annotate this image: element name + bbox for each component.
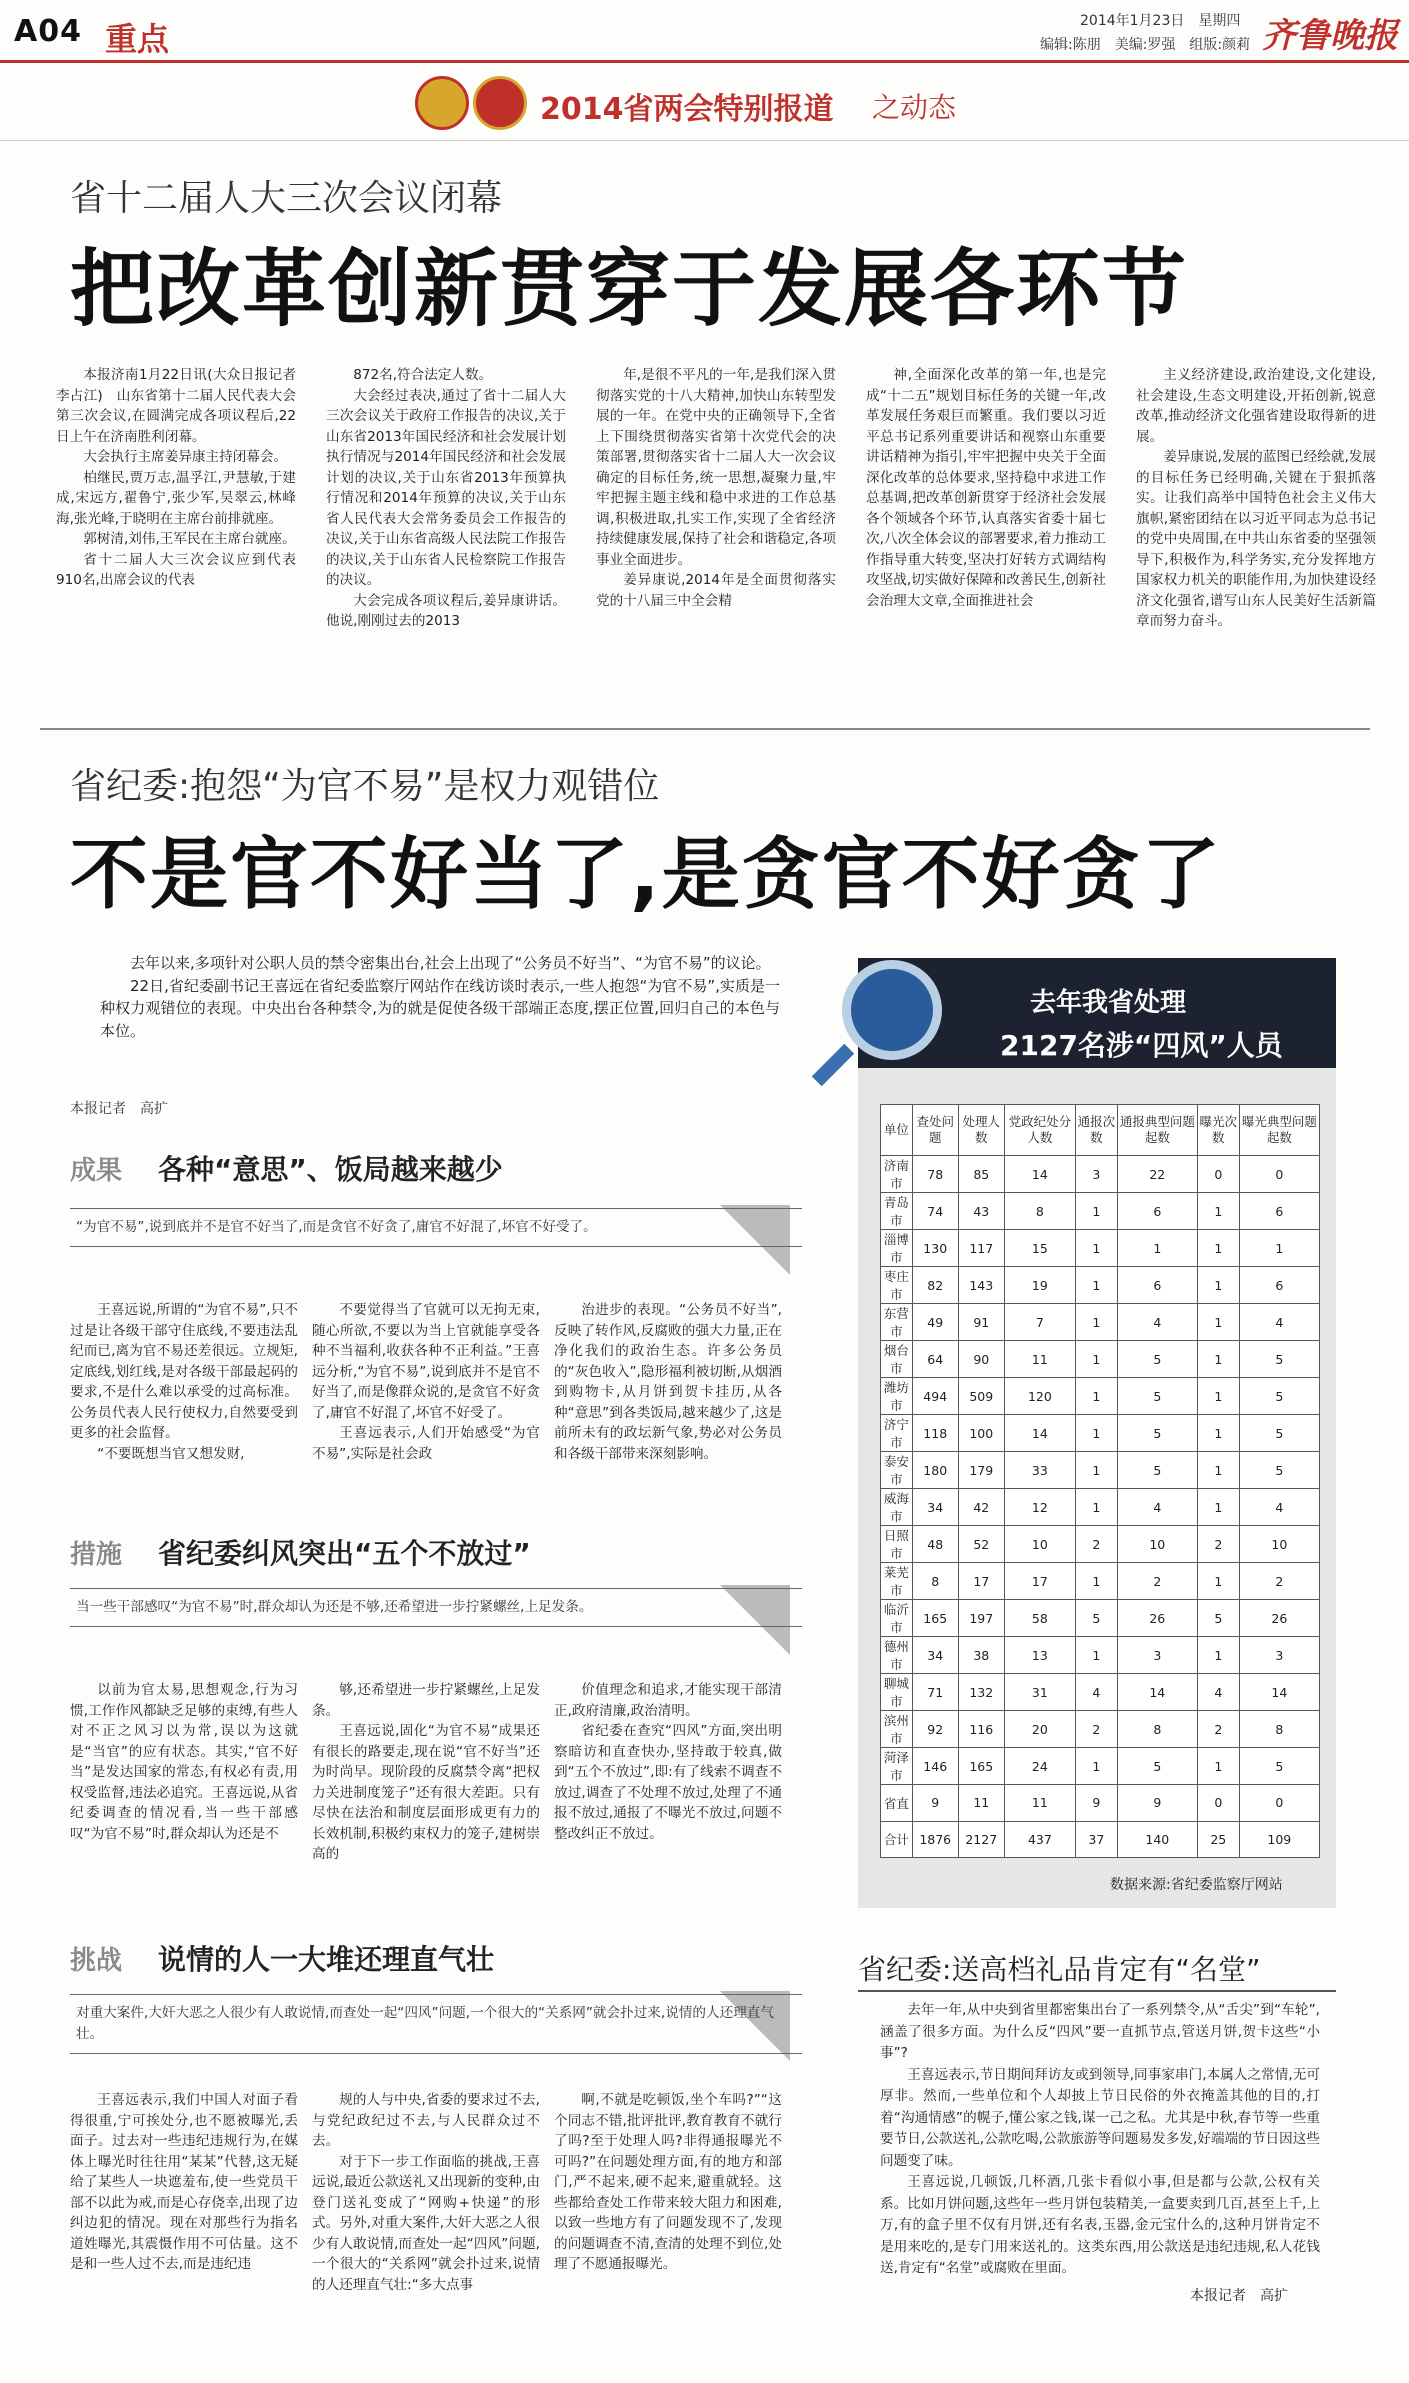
- paragraph: 省十二届人大三次会议应到代表910名,出席会议的代表: [56, 551, 296, 588]
- paragraph: 省纪委在查究“四风”方面,突出明察暗访和直查快办,坚持敢于较真,做到“五个不放过”,即:有了线索不调查不放过,调查了不处理不放过,处理了不通报不放过,通报了不曝光不放过,问题不整改纠正不放过。: [554, 1723, 782, 1842]
- table-cell: 90: [958, 1341, 1004, 1378]
- table-cell: 2127: [958, 1821, 1004, 1858]
- table-cell: 2: [1197, 1711, 1239, 1748]
- article1-kicker: 省十二届人大三次会议闭幕: [70, 178, 503, 219]
- table-cell: 49: [912, 1304, 958, 1341]
- table-cell: 2: [1239, 1563, 1319, 1600]
- paragraph: 本报济南1月22日讯(大众日报记者 李占江) 山东省第十二届人民代表大会第三次会议,在圆满完成各项议程后,22日上午在济南胜利闭幕。: [56, 367, 310, 445]
- table-cell: 潍坊市: [881, 1378, 913, 1415]
- table-cell: 日照市: [881, 1526, 913, 1563]
- table-cell: 5: [1117, 1748, 1197, 1785]
- table-cell: 0: [1197, 1785, 1239, 1822]
- table-cell: 20: [1004, 1711, 1075, 1748]
- table-cell: 14: [1004, 1415, 1075, 1452]
- table-cell: 2: [1117, 1563, 1197, 1600]
- table-cell: 6: [1117, 1193, 1197, 1230]
- paragraph: 啊,不就是吃顿饭,坐个车吗?”“这个同志不错,批评批评,教育教育不就行了吗?至于处理人吗?非得通报曝光不可吗?”在问题处理方面,有的地方和部门,严不起来,硬不起来,避重就轻。这些都给查处工作带来较大阻力和困难,以致一些地方有了问题发现不了,发现的问题调查不清,查清的处理不到位,处理了不愿通报曝光。: [554, 2092, 782, 2272]
- table-cell: 130: [912, 1230, 958, 1267]
- table-cell: 11: [958, 1785, 1004, 1822]
- subsection1-heading: 各种“意思”、饭局越来越少: [158, 1153, 503, 1186]
- table-row: [881, 1821, 1320, 1858]
- subsection2-column-1: [70, 1680, 298, 1844]
- table-row: [881, 1711, 1320, 1748]
- paragraph: 以前为官太易,思想观念,行为习惯,工作作风都缺乏足够的束缚,有些人对不正之风习以为常,误以为这就是“当官”的应有状态。其实,“官不好当”是发达国家的常态,有权必有责,用权受监督,违法必追究。王喜远说,从省纪委调查的情况看,当一些干部感叹“为官不易”时,群众却认为还是不: [70, 1682, 298, 1842]
- table-cell: 37: [1075, 1821, 1117, 1858]
- table-row: [881, 1674, 1320, 1711]
- table-cell: 6: [1239, 1267, 1319, 1304]
- paragraph: 王喜远说,所谓的“为官不易”,只不过是让各级干部守住底线,不要违法乱纪而已,离为官不易还差很远。立规矩,定底线,划红线,是对各级干部最起码的要求,不是什么难以承受的过高标准。公务员代表人民行使权力,自然要受到更多的社会监督。: [70, 1302, 298, 1441]
- subsection3-column-3: [554, 2090, 782, 2275]
- table-cell: 26: [1117, 1600, 1197, 1637]
- side-article-body: [880, 2000, 1320, 2280]
- table-cell: 4: [1075, 1674, 1117, 1711]
- table-cell: 31: [1004, 1674, 1075, 1711]
- table-cell: 1: [1197, 1378, 1239, 1415]
- table-cell: 11: [1004, 1341, 1075, 1378]
- subsection3-tag: 挑战: [70, 1946, 123, 1976]
- article2-lead: [100, 952, 780, 1042]
- discipline-stats-table: [880, 1104, 1320, 1858]
- cppcc-emblem-icon: [473, 76, 527, 130]
- section-divider: [40, 728, 1370, 730]
- table-cell: 莱芜市: [881, 1563, 913, 1600]
- table-row: [881, 1341, 1320, 1378]
- table-cell: 4: [1197, 1674, 1239, 1711]
- paragraph: 王喜远说,固化“为官不易”成果还有很长的路要走,现在说“官不好当”还为时尚早。现阶段的反腐禁令离“把权力关进制度笼子”还有很大差距。只有尽快在法治和制度层面形成更有力的长效机制,积极约束权力的笼子,建树崇高的: [312, 1723, 540, 1862]
- article2-headline: 不是官不好当了,是贪官不好贪了: [70, 830, 1222, 920]
- table-row: [881, 1489, 1320, 1526]
- banner-title: 2014省两会特别报道: [540, 92, 834, 127]
- table-cell: 菏泽市: [881, 1748, 913, 1785]
- column-header: 处理人数: [958, 1105, 1004, 1156]
- table-cell: 0: [1197, 1156, 1239, 1193]
- table-cell: 5: [1117, 1452, 1197, 1489]
- table-cell: 1: [1197, 1193, 1239, 1230]
- editor-credits: 编辑:陈朋 美编:罗强 组版:颜莉: [1040, 37, 1251, 53]
- table-cell: 1: [1239, 1230, 1319, 1267]
- paragraph: 治进步的表现。“公务员不好当”,反映了转作风,反腐败的强大力量,正在净化我们的政治生态。许多公务员的“灰色收入”,隐形福利被切断,从烟酒到购物卡,从月饼到贺卡挂历,从各种“意思”到各类饭局,越来越少了,这是前所未有的政坛新气象,势必对公务员和各级干部带来深刻影响。: [554, 1302, 782, 1462]
- paragraph: 去年一年,从中央到省里都密集出台了一系列禁令,从“舌尖”到“车轮”,涵盖了很多方面。为什么反“四风”要一直抓节点,管送月饼,贺卡这些“小事”?: [880, 2002, 1320, 2061]
- table-cell: 82: [912, 1267, 958, 1304]
- table-cell: 10: [1117, 1526, 1197, 1563]
- paragraph: 22日,省纪委副书记王喜远在省纪委监察厅网站作在线访谈时表示,一些人抱怨“为官不易”,实质是一种权力观错位的表现。中央出台各种禁令,为的就是促使各级干部端正态度,摆正位置,回归自己的本色与本位。: [100, 976, 780, 1040]
- table-cell: 3: [1117, 1637, 1197, 1674]
- table-cell: 13: [1004, 1637, 1075, 1674]
- paragraph: 够,还希望进一步拧紧螺丝,上足发条。: [312, 1682, 540, 1719]
- table-cell: 437: [1004, 1821, 1075, 1858]
- table-cell: 14: [1117, 1674, 1197, 1711]
- table-row: [881, 1230, 1320, 1267]
- table-cell: 5: [1239, 1452, 1319, 1489]
- table-cell: 9: [912, 1785, 958, 1822]
- table-cell: 179: [958, 1452, 1004, 1489]
- paragraph: 王喜远表示,我们中国人对面子看得很重,宁可挨处分,也不愿被曝光,丢面子。过去对一些违纪违规行为,在媒体上曝光时往往用“某某”代替,这无疑给了某些人一块遮羞布,使一些党员干部不以此为戒,而是心存侥幸,出现了边纠边犯的情况。现在对那些行为指名道姓曝光,其震慑作用不可估量。这不是和一些人过不去,而是违纪违: [70, 2092, 298, 2272]
- page-number: A04: [14, 14, 82, 49]
- table-cell: 10: [1004, 1526, 1075, 1563]
- table-cell: 济南市: [881, 1156, 913, 1193]
- paragraph: 王喜远说,几顿饭,几杯酒,几张卡看似小事,但是都与公款,公权有关系。比如月饼问题,这些年一些月饼包装精美,一盒要卖到几百,甚至上千,上万,有的盒子里不仅有月饼,还有名表,玉器,金元宝什么的,这种月饼肯定不是用来吃的,是专门用来送礼的。这类东西,用公款送是违纪违规,私人花钱送,肯定有“名堂”或腐败在里面。: [880, 2174, 1320, 2276]
- table-cell: 8: [1117, 1711, 1197, 1748]
- side-article-headline: 省纪委:送高档礼品肯定有“名堂”: [858, 1953, 1261, 1986]
- side-article-byline: 本报记者 高扩: [1190, 2288, 1288, 2304]
- table-row: [881, 1785, 1320, 1822]
- table-cell: 6: [1239, 1193, 1319, 1230]
- table-cell: 1: [1075, 1304, 1117, 1341]
- table-cell: 威海市: [881, 1489, 913, 1526]
- table-cell: 117: [958, 1230, 1004, 1267]
- table-cell: 5: [1117, 1378, 1197, 1415]
- column-header: 曝光典型问题起数: [1239, 1105, 1319, 1156]
- table-cell: 滨州市: [881, 1711, 913, 1748]
- table-row: [881, 1304, 1320, 1341]
- table-cell: 92: [912, 1711, 958, 1748]
- magnifier-handle: [812, 1044, 854, 1086]
- paragraph: 主义经济建设,政治建设,文化建设,社会建设,生态文明建设,开拓创新,锐意改革,推动经济文化强省建设取得新的进展。: [1136, 367, 1376, 445]
- table-cell: 118: [912, 1415, 958, 1452]
- article1-column-5: [1136, 365, 1376, 632]
- article1-headline: 把改革创新贯穿于发展各环节: [70, 240, 1189, 338]
- table-cell: 33: [1004, 1452, 1075, 1489]
- banner-subtitle: 之动态: [872, 91, 957, 124]
- paragraph: 大会经过表决,通过了省十二届人大三次会议关于政府工作报告的决议,关于山东省2013年国民经济和社会发展计划执行情况与2014年国民经济和社会发展计划的决议,关于山东省2013年预算执行情况和2014年预算的决议,关于山东省人民代表大会常务委员会工作报告的决议,关于山东省高级人民法院工作报告的决议,关于山东省人民检察院工作报告的决议。: [326, 387, 566, 588]
- table-cell: 165: [958, 1748, 1004, 1785]
- article1-column-4: [866, 365, 1106, 611]
- column-header: 单位: [881, 1105, 913, 1156]
- table-cell: 180: [912, 1452, 958, 1489]
- table-cell: 34: [912, 1637, 958, 1674]
- paragraph: 872名,符合法定人数。: [353, 367, 493, 383]
- table-row: [881, 1563, 1320, 1600]
- table-cell: 1876: [912, 1821, 958, 1858]
- table-cell: 10: [1239, 1526, 1319, 1563]
- table-cell: 3: [1239, 1637, 1319, 1674]
- table-cell: 2: [1075, 1711, 1117, 1748]
- table-cell: 52: [958, 1526, 1004, 1563]
- table-cell: 泰安市: [881, 1452, 913, 1489]
- table-cell: 0: [1239, 1156, 1319, 1193]
- table-cell: 1: [1197, 1415, 1239, 1452]
- masthead-logo: 齐鲁晚报: [1262, 16, 1398, 56]
- table-cell: 1: [1075, 1193, 1117, 1230]
- subsection3-column-2: [312, 2090, 540, 2295]
- paragraph: 规的人与中央,省委的要求过不去,与党纪政纪过不去,与人民群众过不去。: [312, 2092, 540, 2149]
- table-cell: 34: [912, 1489, 958, 1526]
- infobox-title-line2: 2127名涉“四风”人员: [1000, 1029, 1283, 1062]
- table-cell: 17: [958, 1563, 1004, 1600]
- table-cell: 1: [1075, 1341, 1117, 1378]
- subsection2-column-3: [554, 1680, 782, 1844]
- table-cell: 5: [1117, 1341, 1197, 1378]
- table-row: [881, 1526, 1320, 1563]
- paragraph: 大会执行主席姜异康主持闭幕会。: [83, 449, 288, 465]
- table-cell: 1: [1075, 1230, 1117, 1267]
- table-cell: 1: [1197, 1230, 1239, 1267]
- table-cell: 91: [958, 1304, 1004, 1341]
- table-cell: 8: [1004, 1193, 1075, 1230]
- table-cell: 1: [1197, 1341, 1239, 1378]
- paragraph: 姜异康说,2014年是全面贯彻落实党的十八届三中全会精: [596, 572, 836, 609]
- table-cell: 42: [958, 1489, 1004, 1526]
- article2-byline: 本报记者 高扩: [70, 1101, 168, 1117]
- table-row: [881, 1415, 1320, 1452]
- table-cell: 71: [912, 1674, 958, 1711]
- table-cell: 枣庄市: [881, 1267, 913, 1304]
- table-cell: 132: [958, 1674, 1004, 1711]
- paragraph: 不要觉得当了官就可以无拘无束,随心所欲,不要以为当上官就能享受各种不当福利,收获各种不正利益。”王喜远分析,“为官不易”,说到底并不是官不好当了,而是像群众说的,是贪官不好贪了,庸官不好混了,坏官不好受了。: [312, 1302, 540, 1421]
- table-cell: 4: [1117, 1489, 1197, 1526]
- table-cell: 省直: [881, 1785, 913, 1822]
- table-cell: 58: [1004, 1600, 1075, 1637]
- issue-date: 2014年1月23日 星期四: [1080, 13, 1241, 29]
- subsection1-pullquote: “为官不易”,说到底并不是官不好当了,而是贪官不好贪了,庸官不好混了,坏官不好受了。: [70, 1208, 802, 1247]
- table-cell: 11: [1004, 1785, 1075, 1822]
- article1-column-2: [326, 365, 566, 632]
- column-header: 曝光次数: [1197, 1105, 1239, 1156]
- table-cell: 1: [1197, 1748, 1239, 1785]
- table-cell: 5: [1239, 1378, 1319, 1415]
- table-cell: 38: [958, 1637, 1004, 1674]
- article1-column-1: [56, 365, 310, 591]
- table-cell: 1: [1075, 1489, 1117, 1526]
- table-cell: 济宁市: [881, 1415, 913, 1452]
- table-cell: 1: [1197, 1304, 1239, 1341]
- table-row: [881, 1452, 1320, 1489]
- table-row: [881, 1156, 1320, 1193]
- article2-kicker: 省纪委:抱怨“为官不易”是权力观错位: [70, 766, 660, 807]
- table-cell: 197: [958, 1600, 1004, 1637]
- paragraph: 郭树清,刘伟,王军民在主席台就座。: [83, 531, 296, 547]
- table-cell: 临沂市: [881, 1600, 913, 1637]
- table-cell: 100: [958, 1415, 1004, 1452]
- subsection2-column-2: [312, 1680, 540, 1865]
- subsection2-heading: 省纪委纠风突出“五个不放过”: [158, 1537, 531, 1570]
- table-cell: 德州市: [881, 1637, 913, 1674]
- paragraph: 柏继民,贾万志,温孚江,尹慧敏,于建成,宋远方,翟鲁宁,张少军,吴翠云,林峰海,张光峰,于晓明在主席台前排就座。: [56, 469, 296, 527]
- paragraph: “不要既想当官又想发财,: [97, 1445, 245, 1462]
- table-row: [881, 1378, 1320, 1415]
- table-cell: 5: [1197, 1600, 1239, 1637]
- table-cell: 22: [1117, 1156, 1197, 1193]
- table-cell: 109: [1239, 1821, 1319, 1858]
- table-cell: 1: [1197, 1563, 1239, 1600]
- subsection2-pullquote: 当一些干部感叹“为官不易”时,群众却认为还是不够,还希望进一步拧紧螺丝,上足发条。: [70, 1588, 802, 1627]
- article1-column-3: [596, 365, 836, 611]
- paragraph: 大会完成各项议程后,姜异康讲话。他说,刚刚过去的2013: [326, 592, 566, 629]
- subsection1-tag: 成果: [70, 1156, 123, 1186]
- subsection3-pullquote: 对重大案件,大奸大恶之人很少有人敢说情,而查处一起“四风”问题,一个很大的“关系网”就会扑过来,说情的人还理直气壮。: [70, 1994, 802, 2054]
- subsection3-heading: 说情的人一大堆还理直气壮: [158, 1943, 495, 1976]
- table-cell: 5: [1239, 1748, 1319, 1785]
- table-cell: 25: [1197, 1821, 1239, 1858]
- paragraph: 王喜远表示,人们开始感受“为官不易”,实际是社会政: [312, 1425, 540, 1462]
- subsection1-column-2: [312, 1300, 540, 1464]
- table-cell: 6: [1117, 1267, 1197, 1304]
- table-cell: 4: [1239, 1489, 1319, 1526]
- table-cell: 146: [912, 1748, 958, 1785]
- table-cell: 9: [1075, 1785, 1117, 1822]
- table-cell: 烟台市: [881, 1341, 913, 1378]
- table-cell: 24: [1004, 1748, 1075, 1785]
- table-cell: 143: [958, 1267, 1004, 1304]
- table-cell: 1: [1075, 1748, 1117, 1785]
- table-row: [881, 1637, 1320, 1674]
- table-cell: 1: [1117, 1230, 1197, 1267]
- table-cell: 74: [912, 1193, 958, 1230]
- column-header: 通报典型问题起数: [1117, 1105, 1197, 1156]
- paragraph: 对于下一步工作面临的挑战,王喜远说,最近公款送礼又出现新的变种,由登门送礼变成了“网购+快递”的形式。另外,对重大案件,大奸大恶之人很少有人敢说情,而查处一起“四风”问题,一个很大的“关系网”就会扑过来,说情的人还理直气壮:“多大点事: [312, 2153, 540, 2293]
- table-cell: 4: [1117, 1304, 1197, 1341]
- table-cell: 64: [912, 1341, 958, 1378]
- table-cell: 85: [958, 1156, 1004, 1193]
- table-cell: 1: [1197, 1489, 1239, 1526]
- table-cell: 1: [1075, 1267, 1117, 1304]
- paragraph: 价值理念和追求,才能实现干部清正,政府清廉,政治清明。: [554, 1682, 782, 1719]
- table-header-row: [881, 1105, 1320, 1156]
- table-cell: 1: [1197, 1637, 1239, 1674]
- paragraph: 姜异康说,发展的蓝图已经绘就,发展的目标任务已经明确,关键在于狠抓落实。让我们高举中国特色社会主义伟大旗帜,紧密团结在以习近平同志为总书记的党中央周围,在中共山东省委的坚强领导下,积极作为,科学务实,充分发挥地方国家权力机关的职能作用,为加快建设经济文化强省,谱写山东人民美好生活新篇章而努力奋斗。: [1136, 449, 1376, 629]
- national-emblem-icon: [415, 76, 469, 130]
- table-cell: 8: [912, 1563, 958, 1600]
- table-cell: 120: [1004, 1378, 1075, 1415]
- table-cell: 聊城市: [881, 1674, 913, 1711]
- table-cell: 淄博市: [881, 1230, 913, 1267]
- column-header: 党政纪处分人数: [1004, 1105, 1075, 1156]
- table-cell: 78: [912, 1156, 958, 1193]
- magnifier-icon: [842, 960, 942, 1060]
- table-cell: 5: [1239, 1415, 1319, 1452]
- paragraph: 去年以来,多项针对公职人员的禁令密集出台,社会上出现了“公务员不好当”、“为官不易”的议论。: [130, 954, 771, 972]
- table-cell: 15: [1004, 1230, 1075, 1267]
- data-source-note: 数据来源:省纪委监察厅网站: [1110, 1877, 1283, 1893]
- table-row: [881, 1600, 1320, 1637]
- table-body: [881, 1156, 1320, 1858]
- table-cell: 2: [1197, 1526, 1239, 1563]
- table-cell: 5: [1239, 1341, 1319, 1378]
- table-cell: 9: [1117, 1785, 1197, 1822]
- table-cell: 0: [1239, 1785, 1319, 1822]
- column-header: 查处问题: [912, 1105, 958, 1156]
- infobox-title-line1: 去年我省处理: [1030, 988, 1187, 1018]
- table-cell: 26: [1239, 1600, 1319, 1637]
- column-header: 通报次数: [1075, 1105, 1117, 1156]
- table-cell: 2: [1075, 1526, 1117, 1563]
- table-cell: 5: [1117, 1415, 1197, 1452]
- table-cell: 140: [1117, 1821, 1197, 1858]
- table-cell: 165: [912, 1600, 958, 1637]
- paragraph: 年,是很不平凡的一年,是我们深入贯彻落实党的十八大精神,加快山东转型发展的一年。在党中央的正确领导下,全省上下围绕贯彻落实省第十次党代会的决策部署,贯彻落实省十二届人大一次会议确定的目标任务,统一思想,凝聚力量,牢牢把握主题主线和稳中求进的工作总基调,积极进取,扎实工作,实现了全省经济持续健康发展,保持了社会和谐稳定,各项事业全面进步。: [596, 367, 836, 568]
- table-row: [881, 1193, 1320, 1230]
- table-cell: 43: [958, 1193, 1004, 1230]
- table-cell: 合计: [881, 1821, 913, 1858]
- table-cell: 1: [1075, 1378, 1117, 1415]
- table-row: [881, 1267, 1320, 1304]
- table-cell: 14: [1239, 1674, 1319, 1711]
- table-cell: 1: [1075, 1415, 1117, 1452]
- table-cell: 509: [958, 1378, 1004, 1415]
- subsection3-column-1: [70, 2090, 298, 2275]
- subsection1-column-3: [554, 1300, 782, 1464]
- subsection2-tag: 措施: [70, 1540, 123, 1570]
- side-article-rule: [858, 1990, 1336, 1992]
- table-cell: 1: [1075, 1637, 1117, 1674]
- table-cell: 1: [1075, 1452, 1117, 1489]
- table-cell: 19: [1004, 1267, 1075, 1304]
- table-cell: 17: [1004, 1563, 1075, 1600]
- table-cell: 494: [912, 1378, 958, 1415]
- table-cell: 3: [1075, 1156, 1117, 1193]
- table-cell: 12: [1004, 1489, 1075, 1526]
- table-cell: 14: [1004, 1156, 1075, 1193]
- table-cell: 48: [912, 1526, 958, 1563]
- table-cell: 8: [1239, 1711, 1319, 1748]
- table-cell: 5: [1075, 1600, 1117, 1637]
- table-cell: 东营市: [881, 1304, 913, 1341]
- paragraph: 王喜远表示,节日期间拜访友或到领导,同事家串门,本属人之常情,无可厚非。然而,一些单位和个人却披上节日民俗的外衣掩盖其他的目的,打着“沟通情感”的幌子,懂公家之钱,谋一己之私。尤其是中秋,春节等一些重要节日,公款送礼,公款吃喝,公款旅游等问题易发多发,好端端的节日因这些问题变了味。: [880, 2066, 1320, 2169]
- table-cell: 7: [1004, 1304, 1075, 1341]
- subsection1-column-1: [70, 1300, 298, 1464]
- table-cell: 116: [958, 1711, 1004, 1748]
- section-label: 重点: [105, 20, 170, 58]
- table-cell: 1: [1197, 1452, 1239, 1489]
- table-row: [881, 1748, 1320, 1785]
- table-cell: 1: [1197, 1267, 1239, 1304]
- table-cell: 1: [1075, 1563, 1117, 1600]
- table-cell: 4: [1239, 1304, 1319, 1341]
- table-cell: 青岛市: [881, 1193, 913, 1230]
- paragraph: 神,全面深化改革的第一年,也是完成“十二五”规划目标任务的关键一年,改革发展任务艰巨而繁重。我们要以习近平总书记系列重要讲话和视察山东重要讲话精神为指引,牢牢把握中央关于全面深化改革的总体要求,坚持稳中求进工作总基调,把改革创新贯穿于经济社会发展各个领域各个环节,认真落实省委十届七次,八次全体会议的部署要求,着力推动工作指导重大转变,坚决打好转方式调结构攻坚战,切实做好保障和改善民生,创新社会治理大文章,全面推进社会: [866, 367, 1106, 609]
